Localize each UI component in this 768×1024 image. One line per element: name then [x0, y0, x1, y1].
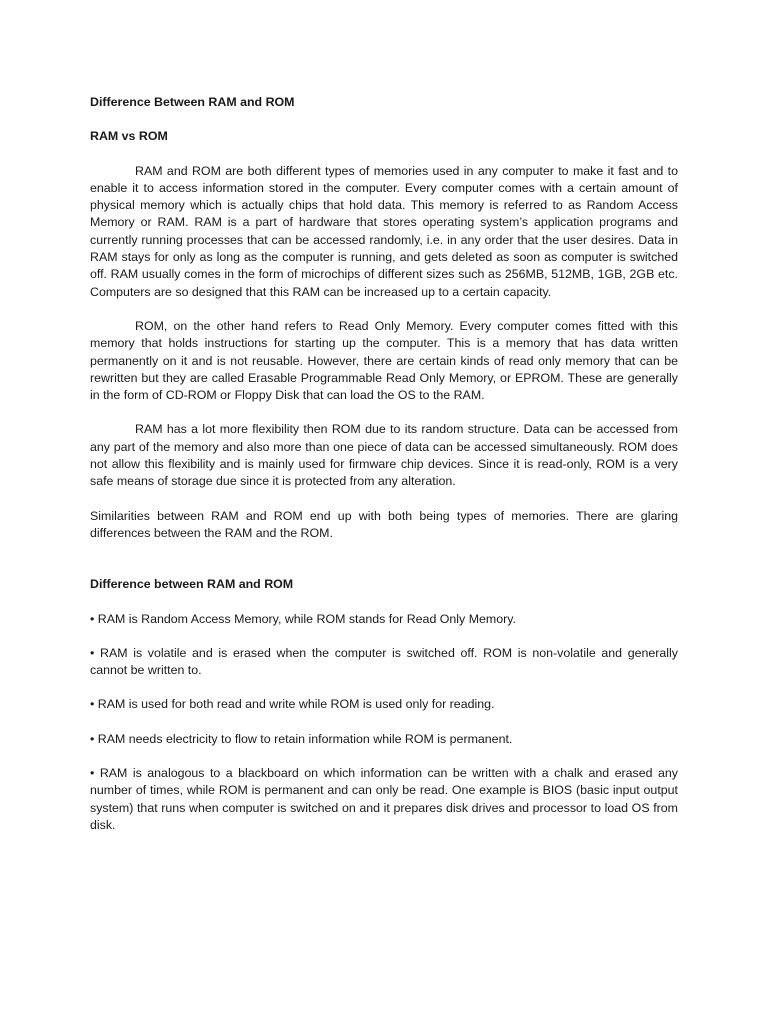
paragraph-ram-intro: RAM and ROM are both different types of memories used in any computer to make it fast and to enable it to access information stored in the computer. Every computer comes with a certain amount of physical memory which is actually chips that hold data. This memory is referred to as Random Access Memory or RAM. RAM is a part of hardware that stores operating system’s application programs and currently running processes that can be accessed randomly, i.e. in any order that the user desires. Data in RAM stays for only as long as the computer is running, and gets deleted as soon as computer is switched off. RAM usually comes in the form of microchips of different sizes such as 256MB, 512MB, 1GB, 2GB etc. Computers are so designed that this RAM can be increased up to a certain capacity. — [90, 163, 678, 299]
bullet-item: • RAM needs electricity to flow to retain information while ROM is permanent. — [90, 731, 513, 746]
document-subtitle: RAM vs ROM — [90, 129, 168, 144]
document-title: Difference Between RAM and ROM — [90, 95, 295, 109]
bullet-item: • RAM is used for both read and write while ROM is used only for reading. — [90, 697, 495, 712]
bullet-item: • RAM is volatile and is erased when the computer is switched off. ROM is non-volatile and generally cannot be written to. — [90, 645, 678, 678]
paragraph-similarities: Similarities between RAM and ROM end up with both being types of memories. There are glaring differences between the RAM and the ROM. — [90, 508, 678, 540]
bullet-item: • RAM is analogous to a blackboard on which information can be written with a chalk and erased any number of times, while ROM is permanent and can only be read. One example is BIOS (basic input output system) that runs when computer is switched on and it prepares disk drives and processor to load OS from disk. — [90, 766, 678, 832]
bullet-item: • RAM is Random Access Memory, while ROM stands for Read Only Memory. — [90, 611, 516, 626]
document-page — [90, 94, 678, 851]
paragraph-flexibility: RAM has a lot more flexibility then ROM due to its random structure. Data can be accessed from any part of the memory and also more than one piece of data can be accessed simultaneously. ROM does not allow this flexibility and is mainly used for firmware chip devices. Since it is read-only, ROM is a very safe means of storage due since it is protected from any alteration. — [90, 422, 678, 489]
differences-heading: Difference between RAM and ROM — [90, 577, 294, 592]
paragraph-rom-intro: ROM, on the other hand refers to Read Only Memory. Every computer comes fitted with this memory that holds instructions for starting up the computer. This is a memory that has data written permanently on it and is not reusable. However, there are certain kinds of read only memory that can be rewritten but they are called Erasable Programmable Read Only Memory, or EPROM. These are generally in the form of CD-ROM or Floppy Disk that can load the OS to the RAM. — [90, 318, 678, 403]
